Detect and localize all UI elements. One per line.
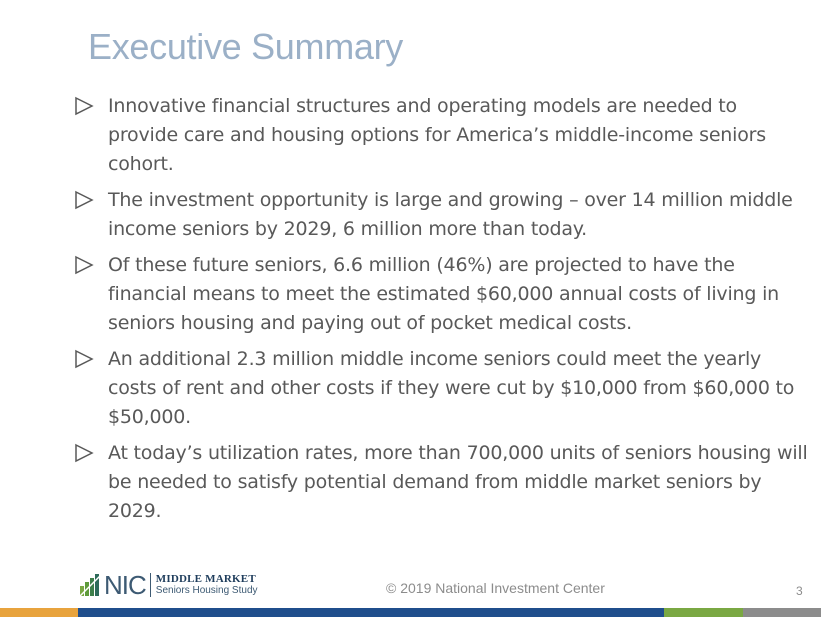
triangle-outline-icon (74, 349, 94, 369)
nic-logo (80, 572, 258, 598)
logo-title: MIDDLE MARKET (155, 573, 256, 585)
copyright-text: © 2019 National Investment Center (386, 580, 605, 596)
triangle-outline-icon (74, 190, 94, 210)
nic-logo-mark-icon (80, 574, 102, 596)
bullet-text: An additional 2.3 million middle income seniors could meet the yearly costs of rent and other costs if they were cut by $10,000 from $60,000 to $50,000. (108, 348, 795, 428)
bullet-text: The investment opportunity is large and growing – over 14 million middle income seniors by 2029, 6 million more than today. (108, 189, 793, 240)
bullet-text: At today’s utilization rates, more than 700,000 units of seniors housing will be needed to satisfy potential demand from middle market seniors by 2029. (108, 442, 808, 522)
bullet-text: Of these future seniors, 6.6 million (46%) are projected to have the financial means to meet the estimated $60,000 annual costs of living in seniors housing and paying out of pocket medical costs. (108, 254, 780, 334)
page-number: 3 (796, 584, 803, 598)
triangle-outline-icon (74, 96, 94, 116)
footer-bar-blue (78, 608, 664, 617)
triangle-outline-icon (74, 443, 94, 463)
bullet-item (70, 345, 810, 432)
footer-bar-green (664, 608, 743, 617)
bullet-item (70, 92, 810, 179)
footer-bar-orange (0, 608, 78, 617)
triangle-outline-icon (74, 255, 94, 275)
logo-text-block (156, 574, 258, 596)
bullet-item (70, 186, 810, 244)
logo-subtitle: Seniors Housing Study (155, 585, 258, 596)
footer-bar-gray (743, 608, 821, 617)
bullet-list (70, 92, 810, 533)
slide-title: Executive Summary (88, 26, 403, 67)
bullet-text: Innovative financial structures and operating models are needed to provide care and housing options for America’s middle-income seniors cohort. (108, 95, 766, 175)
logo-divider (150, 573, 151, 597)
bullet-item (70, 251, 810, 338)
bullet-item (70, 439, 810, 526)
logo-nic-text: NIC (104, 570, 146, 600)
